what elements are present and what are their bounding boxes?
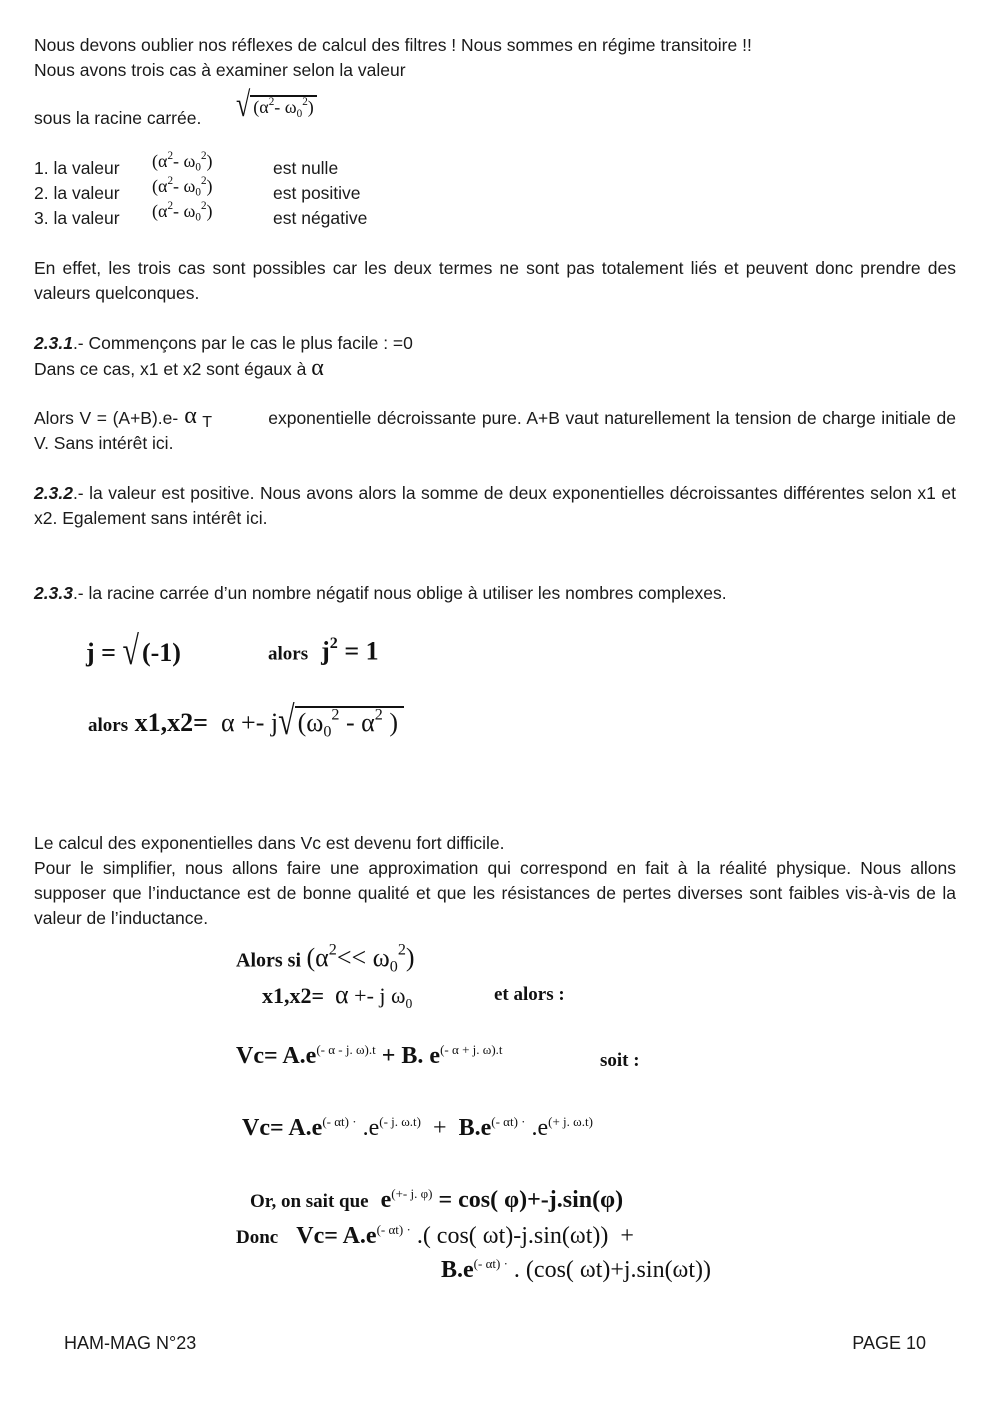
formula-j-definition: j = √ (-1)	[86, 635, 184, 669]
j-eq-label: j =	[86, 638, 116, 667]
formula-x1-x2-approx: x1,x2= α +- j $\omega_0$	[262, 980, 413, 1011]
intro-line-3: sous la racine carrée.	[34, 108, 202, 128]
intro-line-2: Nous avons trois cas à examiner selon la valeur	[34, 60, 406, 80]
case-3-label: 3. la valeur	[34, 208, 120, 228]
effet-paragraph: En effet, les trois cas sont possibles car les deux termes ne sont pas totalement liés et peuvent donc prendre des valeurs quelconques.	[34, 258, 956, 303]
footer-page-number: PAGE 10	[852, 1333, 926, 1353]
donc-label: Donc	[236, 1227, 279, 1249]
j-label: j	[321, 636, 330, 666]
formula-donc-line2: $B.e^{(- \alpha t) \cdot}$ . (cos( ωt)+j.sin(ωt))	[441, 1256, 712, 1284]
case-1-label: 1. la valeur	[34, 158, 120, 178]
formula-vc-2: $Vc= A.e^{(- \alpha t) \cdot}$ $.e^{(- j. \omega.t)} + B.e^{(- \alpha t) \cdot}$ $.e^{(+ j. \omega.t)}$	[242, 1114, 593, 1142]
case-1-status: est nulle	[273, 158, 339, 178]
alors-label: alors	[268, 643, 309, 665]
case-3-formula: ($\alpha^2-$ $\omega_0^2$)	[152, 200, 213, 224]
or-on-sait-label: Or, on sait que	[250, 1191, 369, 1213]
alors-rest: exponentielle décroissante pure. A+B vaut naturellement la tension de charge initiale de V. Sans intérêt ici.	[34, 408, 956, 453]
formula-vc-1: $Vc= A.e^{(- \alpha - j. \omega).t} + B$. $e^{(- \alpha + j. \omega).t}$	[236, 1042, 503, 1070]
section-number: 2.3.2	[34, 483, 73, 503]
formula-j-squared: alors $j^2 = 1$	[268, 635, 379, 666]
section-text: .- la valeur est positive. Nous avons alors la somme de deux exponentielles décroissantes différentes selon x1 et x2. Egalement sans intérêt ici.	[34, 483, 956, 528]
soit-label: soit :	[600, 1050, 640, 1071]
case-1-formula: ($\alpha^2-$ $\omega_0^2$)	[152, 150, 213, 174]
formula-euler: Or, on sait que $e^{(+- j. \varphi)} = \cos$( φ)+-j.sin(φ)	[250, 1186, 624, 1214]
case-2-formula: ($\alpha^2-$ $\omega_0^2$)	[152, 175, 213, 199]
section-text: .- la racine carrée d’un nombre négatif nous oblige à utiliser les nombres complexes.	[72, 583, 727, 603]
alors-prefix: Alors V = (A+B).e-	[34, 408, 179, 428]
formula-x1-x2-complex: alors x1,x2= α +- j√ ($\omega_0^2 - \alpha^2$ )	[88, 705, 404, 742]
formula-donc: Donc $Vc= A.e^{(- \alpha t) \cdot}$ .( cos( ωt)-j.sin(ωt)) +	[236, 1222, 634, 1250]
case-2-status: est positive	[273, 183, 361, 203]
section-2-3-1-alors: Alors V = (A+B).e- α T exponentielle décroissante pure. A+B vaut naturellement la tension de charge initiale de V. Sans intérêt ici.	[34, 403, 956, 453]
intro-line-1: Nous devons oublier nos réflexes de calcul des filtres ! Nous sommes en régime transitoire !!	[34, 35, 752, 55]
sqrt-formula-image: √ ($\alpha^2-$ $\omega_0^2$)	[236, 90, 317, 120]
section-number: 2.3.3	[34, 583, 73, 603]
section-2-3-1-line2	[34, 356, 956, 382]
j-arg: (-1)	[141, 638, 181, 667]
alpha-symbol: α	[311, 355, 324, 381]
text: Dans ce cas, x1 et x2 sont égaux à	[34, 359, 307, 379]
j2-rhs: = 1	[344, 636, 379, 666]
calc-paragraph: Pour le simplifier, nous allons faire une approximation qui correspond en fait à la réalité physique. Nous allons supposer que l’inductance est de bonne qualité et que les résistances de pertes diverses sont faibles vis-à-vis de la valeur de l’inductance.	[34, 858, 956, 928]
x1-x2-label: x1,x2=	[134, 708, 208, 737]
section-number: 2.3.1	[34, 333, 73, 353]
section-2-3-3	[34, 581, 956, 606]
alors-label: alors	[88, 715, 129, 736]
calc-line-1: Le calcul des exponentielles dans Vc est devenu fort difficile.	[34, 833, 505, 853]
formula-alors-si: Alors si $(\alpha^2<< \omega_0^2)$	[236, 942, 415, 976]
et-alors-label: et alors :	[494, 984, 565, 1005]
x1-x2-label: x1,x2=	[262, 983, 325, 1008]
alors-si-label: Alors si	[236, 949, 301, 972]
section-2-3-1-title	[34, 331, 956, 356]
case-2-label: 2. la valeur	[34, 183, 120, 203]
section-2-3-2	[34, 481, 956, 531]
footer-magazine: HAM-MAG N°23	[64, 1333, 197, 1353]
case-3-status: est négative	[273, 208, 368, 228]
section-title: .- Commençons par le cas le plus facile : =0	[72, 333, 413, 353]
